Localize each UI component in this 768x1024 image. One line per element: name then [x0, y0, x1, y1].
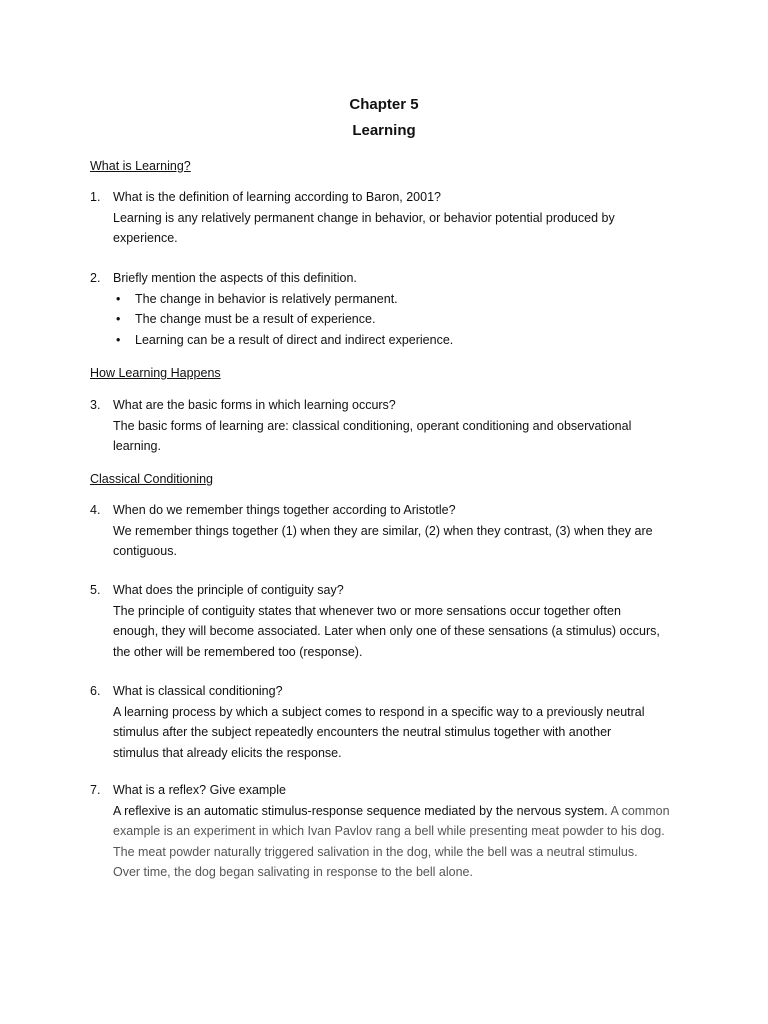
question-5 [90, 580, 670, 662]
answer-line-faded: Over time, the dog began salivating in response to the bell alone. [113, 865, 473, 879]
answer-line: The basic forms of learning are: classical conditioning, operant conditioning and observational [113, 418, 632, 433]
answer-line-faded: example is an experiment in which Ivan Pavlov rang a bell while presenting meat powder to his dog. [113, 824, 665, 838]
answer-line: experience. [113, 231, 178, 245]
question-text: What is the definition of learning according to Baron, 2001? [113, 190, 441, 204]
answer [90, 521, 670, 562]
question-number: 2. [90, 271, 101, 285]
question-4 [90, 500, 670, 562]
question-text: When do we remember things together according to Aristotle? [113, 503, 456, 517]
question-1 [90, 187, 670, 249]
answer-text-faded: A common [607, 803, 670, 818]
question-7 [90, 780, 670, 883]
answer [90, 416, 670, 457]
bullet-list [90, 289, 670, 351]
list-item-text: The change must be a result of experience. [135, 312, 376, 326]
answer-line: enough, they will become associated. Later when only one of these sensations (a stimulus) occurs, [113, 624, 660, 638]
bullet-icon: • [116, 312, 121, 326]
answer [90, 801, 670, 883]
chapter-title: Chapter 5 [349, 96, 419, 113]
question-number: 1. [90, 190, 101, 204]
question-6 [90, 681, 670, 763]
question-number: 7. [90, 783, 101, 797]
question-number: 3. [90, 398, 101, 412]
list-item [113, 309, 670, 330]
answer [90, 208, 670, 249]
bullet-icon: • [116, 291, 121, 306]
question-number: 6. [90, 684, 101, 698]
answer-line: learning. [113, 439, 161, 453]
section-heading-how-learning-happens: How Learning Happens [90, 366, 221, 380]
question-3 [90, 395, 670, 457]
question-text: What are the basic forms in which learning occurs? [113, 398, 396, 412]
answer [90, 702, 670, 764]
answer-line-faded: The meat powder naturally triggered salivation in the dog, while the bell was a neutral stimulus. [113, 844, 638, 859]
question-number: 5. [90, 583, 101, 597]
question-2 [90, 268, 670, 350]
bullet-icon: • [116, 332, 121, 347]
list-item [113, 289, 670, 310]
answer-line: Learning is any relatively permanent change in behavior, or behavior potential produced by [113, 210, 615, 225]
answer [90, 601, 670, 663]
answer-text-definition: A reflexive is an automatic stimulus-response sequence mediated by the nervous system. [113, 803, 608, 818]
list-item-text: Learning can be a result of direct and indirect experience. [135, 332, 454, 347]
answer-line: contiguous. [113, 544, 177, 558]
answer-line: stimulus after the subject repeatedly encounters the neutral stimulus together with another [113, 725, 612, 739]
section-heading-what-is-learning: What is Learning? [90, 159, 191, 173]
section-heading-classical-conditioning: Classical Conditioning [90, 472, 213, 486]
answer-line [113, 801, 670, 822]
document-title: Learning [352, 122, 416, 139]
question-text: What is a reflex? Give example [113, 783, 286, 797]
answer-line: We remember things together (1) when they are similar, (2) when they contrast, (3) when they are [113, 523, 653, 538]
question-text: What is classical conditioning? [113, 684, 283, 698]
question-number: 4. [90, 503, 101, 517]
answer-line: stimulus that already elicits the response. [113, 745, 342, 760]
list-item [113, 330, 670, 351]
answer-line: A learning process by which a subject comes to respond in a specific way to a previously neutral [113, 704, 645, 719]
list-item-text: The change in behavior is relatively permanent. [135, 291, 398, 306]
answer-line: the other will be remembered too (response). [113, 644, 363, 659]
answer-line: The principle of contiguity states that whenever two or more sensations occur together often [113, 603, 621, 618]
question-text: What does the principle of contiguity say? [113, 583, 344, 597]
question-text: Briefly mention the aspects of this definition. [113, 271, 357, 285]
